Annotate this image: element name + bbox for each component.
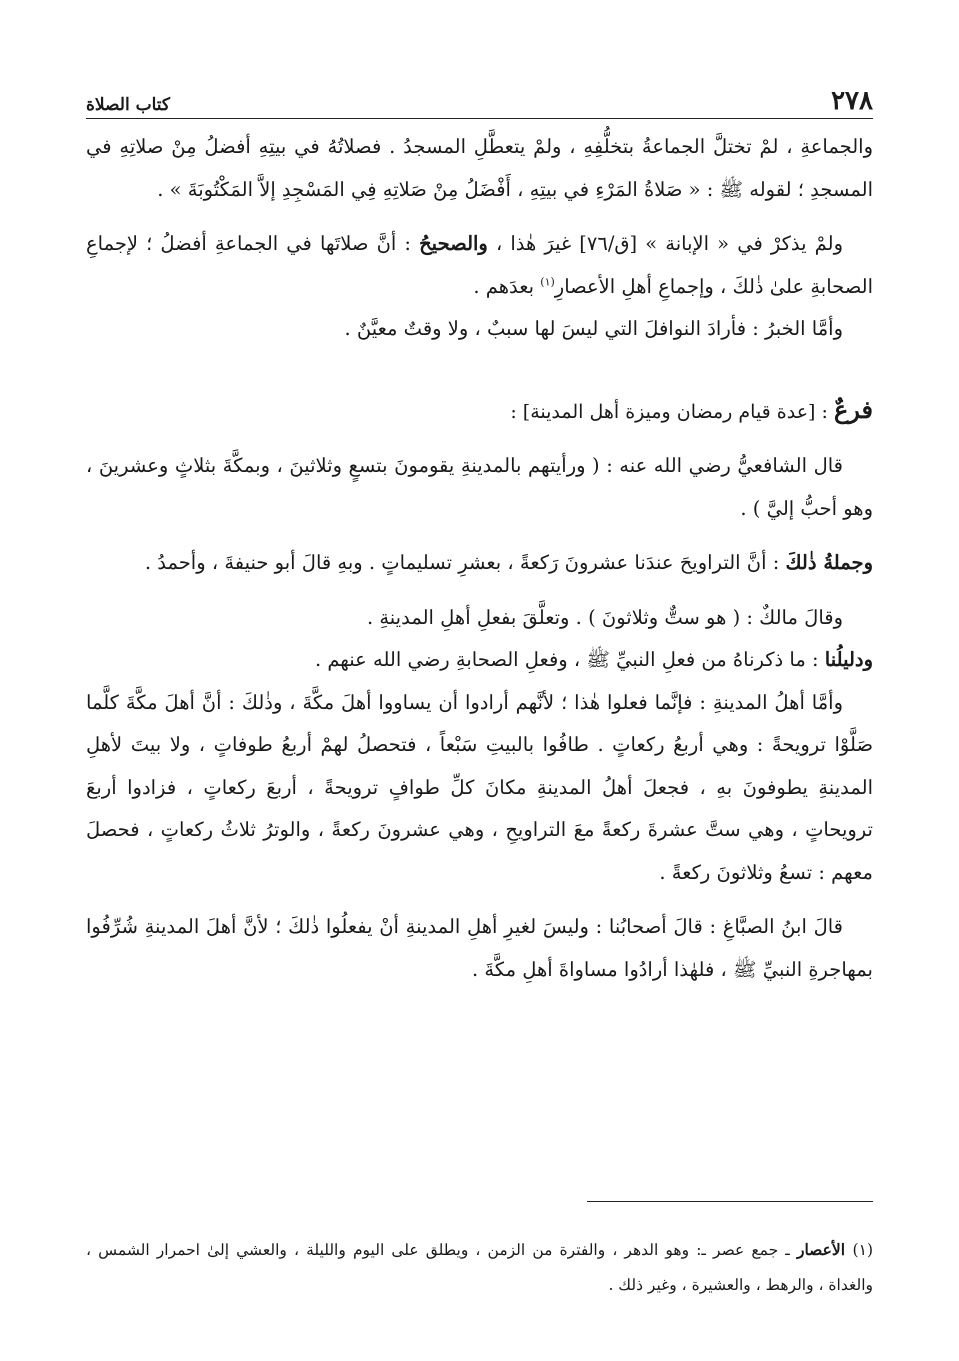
paragraph-7-text: : ما ذكرناهُ من فعلِ النبيِّ ﷺ ، وفعلِ الصحابةِ رضي الله عنهم . (314, 648, 825, 671)
paragraph-5 (86, 542, 873, 585)
paragraph-3: وأمَّا الخبرُ : فأرادَ النوافلَ التي ليسَ لها سببٌ ، ولا وقتٌ معيَّنٌ . (344, 317, 843, 340)
paragraph-9: قالَ ابنُ الصبَّاغِ : قالَ أصحابُنا : وليسَ لغيرِ أهلِ المدينةِ أنْ يفعلُوا ذٰلكَ ؛ لأنَّ أهلَ المدينةِ شُرِّفُوا بمهاجرةِ النبيِّ ﷺ ، فلهٰذا أرادُوا مساواةَ أهلِ مكَّةَ . (86, 915, 873, 981)
footnote-reference[interactable]: (١) (540, 275, 555, 288)
branch-title: : [عدة قيام رمضان وميزة أهل المدينة] : (510, 400, 834, 423)
paragraph-2-middle: : أنَّ صلاتَها في الجماعةِ أفضلُ ؛ لإجماعِ الصحابةِ علىٰ ذٰلكَ ، وإجماعِ أهلِ الأعصارِ (86, 232, 873, 298)
paragraph-4: قال الشافعيُّ رضي الله عنه : ( ورأيتهم بالمدينةِ يقومونَ بتسعٍ وثلاثينَ ، وبمكَّةَ بثلاثٍ وعشرينَ ، وهو أحبُّ إليَّ ) . (86, 454, 873, 520)
branch-heading (86, 389, 873, 434)
paragraph-7 (86, 639, 873, 682)
footnote (86, 1232, 873, 1303)
footnote-number: (١) (852, 1241, 873, 1259)
paragraph-5-lead: وجملةُ ذٰلكَ (785, 551, 873, 574)
paragraph-2-start: ولمْ يذكرْ في « الإبانة » [ق/٧٦] غيرَ هٰذا ، (487, 232, 843, 255)
paragraph-2-end: بعدَهم . (473, 274, 541, 298)
paragraph-2-lead: والصحيحُ (419, 232, 488, 255)
footnote-text: ـ جمع عصر ـ: وهو الدهر ، والفترة من الزمن ، ويطلق على اليوم والليلة ، والعشي إلىٰ احمرار الشمس ، والغداة ، والرهط ، والعشيرة ، وغير ذلك . (86, 1241, 873, 1294)
footnote-term: الأعصار (796, 1240, 845, 1259)
branch-label: فرعٌ (833, 394, 873, 424)
paragraph-1: والجماعةِ ، لمْ تختلَّ الجماعةُ بتخلُّفِهِ ، ولمْ يتعطَّلِ المسجدُ . فصلاتُهُ في بيتِهِ أفضلُ مِنْ صلاتِهِ في المسجدِ ؛ لقوله ﷺ : « صَلاةُ المَرْءِ في بيتِهِ ، أَفْضَلُ مِنْ صَلاتِهِ فِي المَسْجِدِ إلاَّ المَكْتُوبَةَ » . (86, 135, 873, 201)
page-number: ٢٧٨ (831, 86, 873, 116)
running-title: كتاب الصلاة (86, 95, 171, 115)
paragraph-2 (86, 223, 873, 308)
paragraph-8: وأمَّا أهلُ المدينةِ : فإنَّما فعلوا هٰذا ؛ لأنَّهم أرادوا أن يساووا أهلَ مكَّةَ ، وذٰلكَ : أنَّ أهلَ مكَّةَ كلَّما صَلَّوْا ترويحةً : وهي أربعُ ركعاتٍ . طافُوا بالبيتِ سَبْعاً ، فتحصلُ لهمْ أربعُ طوفاتٍ ، ولا بيتَ لأهلِ المدينةِ يطوفونَ بهِ ، فجعلَ أهلُ المدينةِ مكانَ كلِّ طوافٍ ترويحةً ، أربعَ ركعاتٍ ، فزادوا أربعَ ترويحاتٍ ، وهي ستَّ عشرةَ ركعةً معَ التراويحِ ، وهي عشرونَ ركعةً ، والوترُ ثلاثُ ركعاتٍ ، فحصلَ معهم : تسعُ وثلاثونَ ركعةً . (86, 690, 873, 884)
footnote-1 (86, 1232, 873, 1303)
main-text (86, 126, 873, 991)
paragraph-6: وقالَ مالكٌ : ( هو ستٌّ وثلاثونَ ) . وتعلَّقَ بفعلِ أهلِ المدينةِ . (366, 605, 843, 629)
paragraph-5-text: : أنَّ التراويحَ عندَنا عشرونَ رَكعةً ، بعشرِ تسليماتٍ . وبهِ قالَ أبو حنيفةَ ، وأحمدُ . (144, 551, 786, 574)
footnote-divider (587, 1201, 873, 1202)
paragraph-7-lead: ودليلُنا (824, 648, 873, 671)
page-header (86, 78, 873, 119)
